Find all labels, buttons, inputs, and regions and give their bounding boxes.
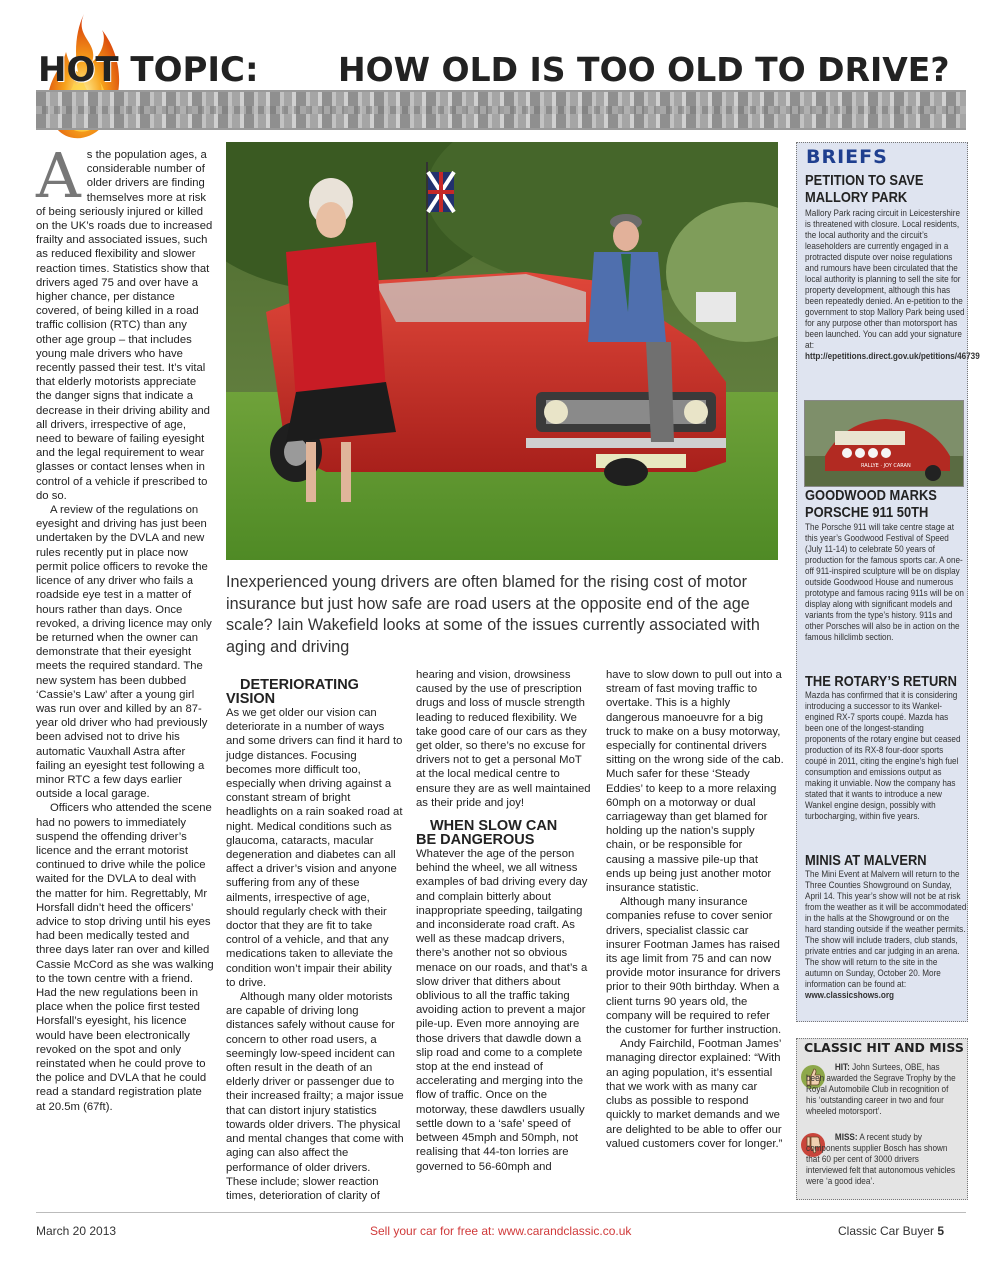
vision-subhead: DETERIORATING VISION: [226, 677, 359, 707]
intro-paragraph-2: A review of the regulations on eyesight and driving has just been undertaken by the DVLA and new rules recently put in place now permit police officers to revoke the licence of any driver who fails a roadside eye test in a matter of hours rather than days. Once revoked, a driving licence may only be returned when the owner can demonstrate that their eyesight meets the required standard. The new system has been dubbed ‘Cassie’s Law’ after a young girl was run over and killed by an 87-year old driver who had previously been advised not to drive his automatic Vauxhall Astra after failing an eyesight test following a minor RTC a few days earlier outside a local garage.: [36, 504, 212, 801]
slow-driving-paragraph: Whatever the age of the person behind the wheel, we all witness examples of bad driving every day and complain bitterly about inappropriate speeding, tailgating and inconsiderate road craft. As well as these madcap drivers, there’s another not so obvious menace on our roads, and that’s a slow driver that dithers about oblivious to all the traffic taking avoiding action to prevent a major pile-up. Even more annoying are those drivers that dawdle down a slip road and come to a complete stop at the end instead of accelerating and merging into the flow of traffic. Once on the motorway, these dawdlers usually settle down to a ‘safe’ speed of between 45mph and 50mph, not realising that 44-ton lorries are governed to 56-60mph and: [416, 848, 588, 1173]
column3-paragraph-1: hearing and vision, drowsiness caused by the use of prescription drugs and loss of muscle strength leading to reduced flexibility. We take good care of our cars as they get older, so there’s no excuse for drivers not to get a personal MoT at the local medical centre to ensure they are as well maintained as their pride and joy!: [416, 669, 591, 809]
miss-text: [806, 1132, 959, 1187]
sell-your-car-link[interactable]: Sell your car for free at: www.carandclassic.co.uk: [370, 1224, 632, 1238]
page-number: 5: [937, 1224, 945, 1238]
column4-paragraph-1: have to slow down to pull out into a stream of fast moving traffic to overtake. This is a highly dangerous manoeuvre for a big truck to make on a busy motorway, especially for continental drivers sitting on the wrong side of the cab. Much safer for these ‘Steady Eddies’ to keep to a more relaxing 60mph on a motorway or dual carriageway than get blamed for holding up the nation’s supply chain, or be responsible for causing a massive pile-up that ends up being just another motor insurance statistic.: [606, 669, 784, 895]
column4-paragraph-2: Although many insurance companies refuse to cover senior drivers, specialist classic car insurer Footman James has raised its age limit from 75 and can now provide motor insurance for drivers prior to their 90th birthday. When a client turns 90 years old, the company will be required to refer the customer for further instruction.: [606, 896, 782, 1037]
drop-cap: A: [36, 139, 81, 212]
feature-photo-red-car: [226, 142, 778, 560]
miss-body: A recent study by components supplier Bosch has shown that 60 per cent of 3000 drivers interviewed felt that autonomous vehicles were ‘a good idea’.: [806, 1132, 956, 1187]
vision-paragraph-1: As we get older our vision can deteriorate in a number of ways and some drivers can find it hard to judge distances. Focusing becomes more difficult too, especially when driving against a constant stream of bright headlights on a rain soaked road at night. Medical conditions such as glaucoma, cataracts, macular degeneration and diabetes can all affect a driver’s vision and anyone suffering from any of these ailments, irrespective of age, should regularly check with their doctor that they are fit to take control of a vehicle, and that any medications taken to alleviate the condition won’t impair their ability to drive.: [226, 707, 403, 989]
brief-4-body: The Mini Event at Malvern will return to the Three Counties Showground on Sunday, April 14. This year’s show will not be at risk from the weather as it will be accommodated in the halls at the Showground or on the hard standing outside if the weather permits. The show will include traders, club stands, private entries and car judging in an arena. The show will return to the site in the autumn on Sunday, October 20. More information can be found at:: [805, 869, 967, 990]
hit-text: [806, 1062, 959, 1117]
petition-link[interactable]: http://epetitions.direct.gov.uk/petitions/46739: [805, 351, 980, 362]
brief-3-headline: THE ROTARY’S RETURN: [805, 673, 957, 690]
brief-4-headline: MINIS AT MALVERN: [805, 852, 927, 869]
footer-rule: [36, 1212, 966, 1213]
brief-2-headline: GOODWOOD MARKS PORSCHE 911 50TH: [805, 487, 937, 521]
vision-paragraph-2: Although many older motorists are capable of driving long distances safely without cause for concern to other road users, a seemingly low-speed incident can often result in the death of an elderly driver or passenger due to their increased frailty; a major issue that can distort injury statistics towards older drivers. The physical and mental changes that come with aging can also affect the performance of older drivers. These include; slower reaction times, deterioration of clarity of: [226, 991, 404, 1202]
intro-paragraph-1: s the population ages, a considerable number of older drivers are finding themselves more at risk of being seriously injured or killed on the UK’s roads due to increased frailty and associated issues, such as reduced flexibility and slower reaction times. Statistics show that drivers aged 75 and over have a higher chance, per distance covered, of being killed in a road traffic collision (RTC) than any other age group – that includes young male drivers who have recently passed their test. It’s vital that elderly motorists appreciate the danger signs that indicate a decrease in their driving ability and all drivers, irrespective of age, need to beware of failing eyesight and the legal requirement to wear glasses or contact lenses when in control of a vehicle if prescribed to do so.: [36, 149, 213, 502]
hit-body: John Surtees, OBE, has been awarded the Segrave Trophy by the Royal Automobile Club in recognition of his ‘outstanding career in two and four wheeled motorsport’.: [806, 1062, 956, 1117]
intro-paragraph-3: Officers who attended the scene had no powers to immediately suspend the offending driver’s licence and the errant motorist continued to drive while the police waited for the DVLA to deal with the matter for him. Regrettably, Mr Horsfall didn’t heed the officers’ advice to stop driving until his eyes had been medically tested and three days later ran over and killed Cassie McCord as she was walking to the town centre with a friend. Had the new regulations been in place when the police first tested Horsfall’s eyesight, his licence would have been electronically revoked on the spot and only reinstated when he could prove to the police and DVLA that he could read a standard registration plate at 20.5m (67ft).: [36, 802, 214, 1113]
hot-topic-kicker: HOT TOPIC:: [38, 50, 259, 90]
porsche-rally-photo: [804, 400, 964, 487]
magazine-title: Classic Car Buyer: [838, 1224, 935, 1238]
brief-4-text: [805, 869, 967, 1001]
classicshows-link[interactable]: www.classicshows.org: [805, 990, 894, 1001]
page-headline: HOW OLD IS TOO OLD TO DRIVE?: [338, 50, 950, 89]
brief-3-text: Mazda has confirmed that it is considering introducing a successor to its Wankel-engined RX-7 sports coupé. Mazda has been one of the longest-standing proponents of the rotary engine but ceased production of its RX-8 four-door sports coupé in 2011, citing the engine’s high fuel consumption and emissions output as making it unviable. Now the company has stated that it wants to introduce a new Wankel engine design, possibly with turbocharging, within five years.: [805, 690, 961, 822]
miss-label: MISS:: [834, 1132, 858, 1143]
briefs-title: BRIEFS: [806, 146, 888, 168]
brief-2-text: The Porsche 911 will take centre stage at this year’s Goodwood Festival of Speed (July 11-14) to celebrate 50 years of production for the famous sports car. A one-off 911-inspired sculpture will be on display outside Goodwood House and numerous prototype and famous racing 911s will be on display along with significant models and variants from the type’s history. 911s and other Porsches will also be in action on the famous hillclimb section.: [805, 522, 964, 643]
intro-column: [36, 139, 214, 1114]
brief-1-headline: PETITION TO SAVE MALLORY PARK: [805, 172, 924, 206]
brief-1-text: [805, 208, 980, 362]
hit-and-miss-title: CLASSIC HIT AND MISS: [804, 1040, 964, 1055]
rally-plate: RALLYE · JOY CARAN: [861, 463, 911, 469]
tyre-tread-banner: [36, 90, 966, 130]
standfirst: Inexperienced young drivers are often blamed for the rising cost of motor insurance but just how safe are road users at the opposite end of the age scale? Iain Wakefield looks at some of the issues currently associated with aging and driving: [226, 573, 760, 656]
hit-label: HIT:: [834, 1062, 850, 1073]
vision-column: [226, 678, 404, 1203]
slow-driving-column: [416, 668, 594, 1174]
column4-paragraph-3: Andy Fairchild, Footman James’ managing director explained: “With an aging population, it’s essential that we work with as many car clubs as possible to respond quickly to market demands and we are delighted to be able to offer our valued customers cover for longer.”: [606, 1038, 783, 1150]
issue-date: March 20 2013: [36, 1224, 117, 1238]
slow-driving-subhead: WHEN SLOW CAN BE DANGEROUS: [416, 818, 558, 849]
brief-1-body: Mallory Park racing circuit in Leicestershire is threatened with closure. Local residents, the local authority and the circuit’s leaseholders are currently engaged in a protracted dispute over noise regulations and rumours have been circulated that the local authority is planning to sell the site for property development, although this has been repeatedly denied. An e-petition to the government to stop Mallory Park being used for any purpose other than motorsport has been launched. You can add your signature at:: [805, 208, 965, 351]
page-folio: [838, 1224, 944, 1238]
insurance-column: [606, 668, 784, 1151]
